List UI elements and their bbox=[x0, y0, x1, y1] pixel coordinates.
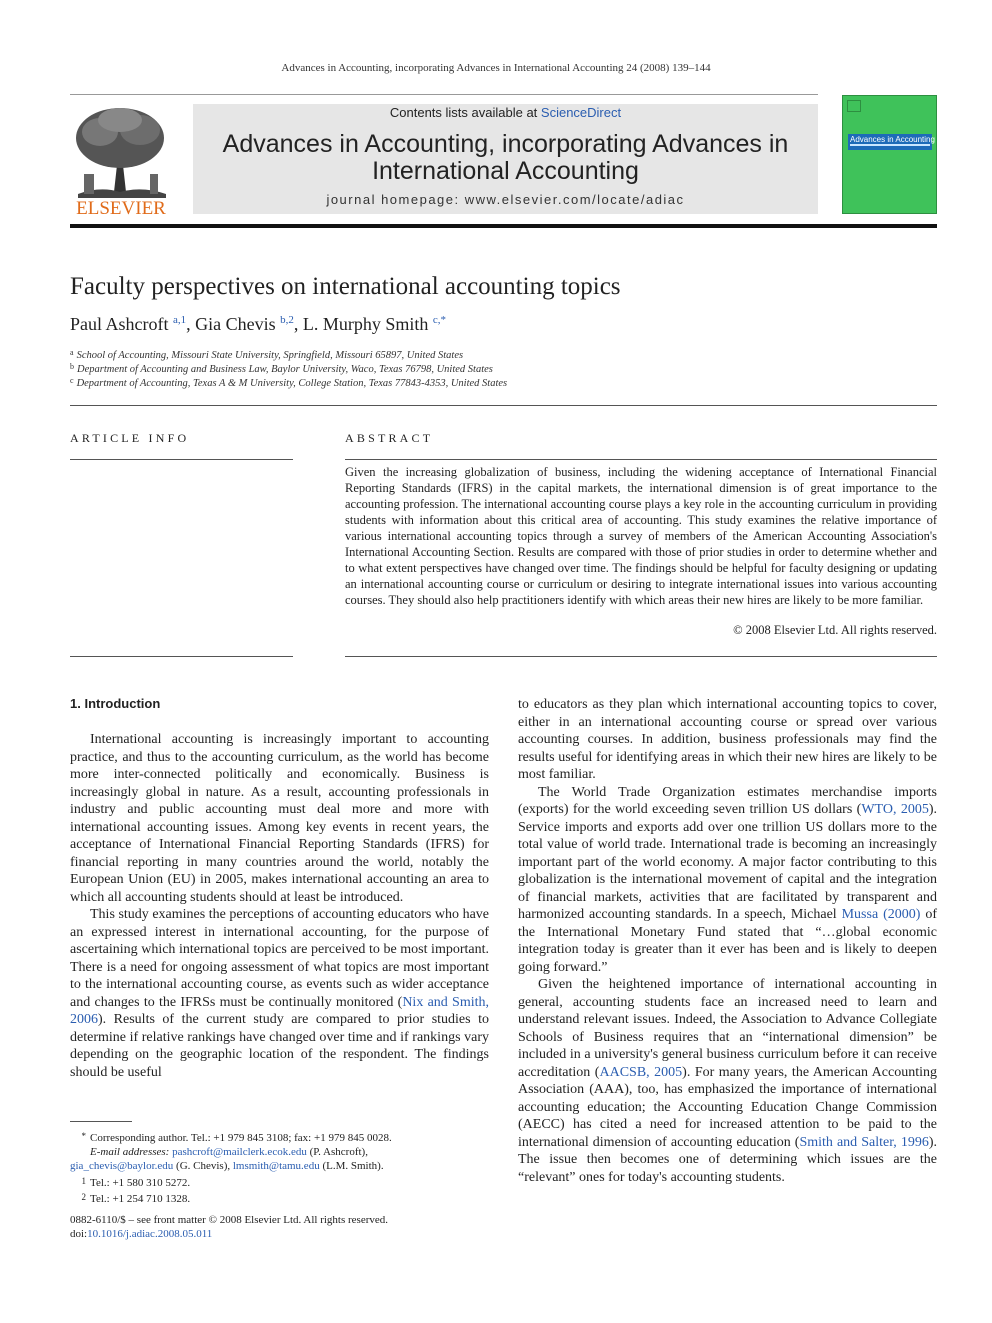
paragraph-text: ). Results of the current study are compared to prior studies to determine if relative rankings have changed over time and if rankings vary depending on the geographic location of the respondent. The findings should be useful bbox=[70, 1012, 489, 1080]
author-affiliation-mark[interactable]: a,1 bbox=[173, 314, 187, 326]
citation-link[interactable]: Smith and Salter, 1996 bbox=[799, 1134, 929, 1150]
email-link[interactable]: gia_chevis@baylor.edu bbox=[70, 1160, 174, 1173]
affiliation-text: Department of Accounting and Business Law, Baylor University, Waco, Texas 76798, United States bbox=[77, 364, 493, 375]
contents-prefix: Contents lists available at bbox=[389, 105, 541, 120]
cover-logo-icon bbox=[847, 100, 861, 112]
article-info-top-rule bbox=[70, 459, 293, 460]
affiliation-text: School of Accounting, Missouri State University, Springfield, Missouri 65897, United States bbox=[76, 350, 464, 361]
affiliation-b bbox=[70, 362, 493, 375]
footnote-text: Tel.: +1 254 710 1328. bbox=[90, 1192, 191, 1205]
body-column-left bbox=[70, 731, 489, 1081]
email-link[interactable]: pashcroft@mailclerk.ecok.edu bbox=[172, 1146, 307, 1159]
email-owner: (G. Chevis), bbox=[173, 1160, 233, 1173]
paragraph-text: of the International Monetary Fund stated that “…global economic integration today is greater than it ever has been and is likely to deepen going forward.” bbox=[518, 907, 937, 975]
footer-doi bbox=[70, 1228, 212, 1240]
paragraph-text: ). Service imports and exports add over one trillion US dollars more to the total value of world trade. International trade is becoming an increasingly important part of the world economy. A major factor contributing to this globalization is the international movement of capital and the integration of financial markets, activities that are facilitated by transparent and harmonized accounting standards. In a speech, Michael bbox=[518, 802, 937, 922]
paragraph-text: International accounting is increasingly important to accounting practice, and thus to the accounting curriculum, as the world has become more inter-connected politically and economically. Business is increasingly global in nature. As a result, accounting professionals in industry and public accounting must deal more and more with international accounting issues. Among key events in recent years, the acceptance of International Financial Reporting Standards (IFRS) for financial reporting in many countries around the world, notably the European Union (EU) in 2005, makes international accounting an area to which all accounting students should at least be introduced. bbox=[70, 732, 489, 905]
running-head: Advances in Accounting, incorporating Advances in International Accounting 24 (2008) 139–144 bbox=[281, 62, 711, 74]
affiliation-mark: c bbox=[70, 376, 74, 385]
author-separator: , bbox=[186, 314, 196, 334]
contents-line bbox=[193, 105, 818, 120]
affiliation-a bbox=[70, 348, 463, 361]
body-paragraph bbox=[518, 696, 937, 784]
affiliation-c bbox=[70, 376, 507, 389]
footnote-tel-2 bbox=[70, 1190, 490, 1206]
masthead-bottom-rule bbox=[70, 224, 937, 228]
article-info-heading: ARTICLE INFO bbox=[70, 431, 190, 445]
email-label: E-mail addresses: bbox=[90, 1146, 170, 1159]
footnote-text: Corresponding author. Tel.: +1 979 845 3108; fax: +1 979 845 0028. bbox=[90, 1132, 392, 1144]
header-divider bbox=[70, 405, 937, 406]
author-separator: , bbox=[293, 314, 303, 334]
affiliation-text: Department of Accounting, Texas A & M University, College Station, Texas 77843-4353, United States bbox=[76, 378, 508, 389]
footnote-tel-1 bbox=[70, 1174, 490, 1190]
article-title: Faculty perspectives on international accounting topics bbox=[70, 273, 621, 300]
citation-link[interactable]: Mussa (2000) bbox=[841, 907, 921, 922]
paragraph-text: ). For many years, the American Accounting Association (AAA), too, has emphasized the importance of international accounting education; the Accounting Education Change Commission (AECC) has cited a need for increased attention to be paid to the international dimension of accounting education ( bbox=[518, 1064, 938, 1150]
paragraph-text: The World Trade Organization estimates merchandise imports (exports) for the world exceeding seven trillion US dollars ( bbox=[518, 784, 937, 817]
sciencedirect-link[interactable]: ScienceDirect bbox=[540, 105, 622, 120]
article-info-bottom-rule bbox=[70, 656, 293, 657]
paragraph-text: ). The issue then becomes one of determining which issues are the “relevant” ones for today's accounting students. bbox=[518, 1134, 938, 1185]
author-name: L. Murphy Smith bbox=[302, 314, 429, 334]
footnote-mark: 1 bbox=[81, 1175, 86, 1186]
elsevier-wordmark: ELSEVIER bbox=[76, 198, 166, 216]
abstract-bottom-rule bbox=[345, 656, 937, 657]
author-affiliation-mark[interactable]: c,* bbox=[432, 314, 447, 326]
author-affiliation-mark[interactable]: b,2 bbox=[280, 314, 294, 326]
footnote-emails bbox=[70, 1145, 490, 1159]
paragraph-text: This study examines the perceptions of accounting educators who have an expressed interest in international accounting, for the purpose of ascertaining which international topics are perceived to be most important. There is a need for ongoing assessment of what topics are most important to the international accounting course, as events such as wider acceptance and changes to the IFRSs must be continually monitored ( bbox=[70, 907, 489, 1010]
author-name: Paul Ashcroft bbox=[70, 314, 169, 334]
citation-link[interactable]: Nix and Smith, 2006 bbox=[70, 994, 490, 1027]
paragraph-text: to educators as they plan which international accounting topics to cover, either in an international accounting course or spread over various accounting courses. In addition, business professionals may find the results useful for identifying areas in which their new hires are likely to be most familiar. bbox=[518, 697, 937, 782]
abstract-text: Given the increasing globalization of business, including the widening acceptance of International Financial Reporting Standards (IFRS) in the capital markets, the international dimension is of great importance to the accounting profession. The international accounting course plays a key role in the accounting curriculum in providing students with information about this critical area of accounting. This study examines the relative importance of various international accounting topics through a survey of members of the American Accounting Association's International Accounting Section. Results are compared with those of prior studies in order to determine whether and to what extent perspectives have changed over time. The findings should be helpful for faculty designing or updating an international accounting course or curriculum or desiring to integrate international issues into various accounting courses. They should also help practitioners identify with which areas their new hires are likely to be more familiar. bbox=[345, 465, 937, 607]
body-paragraph bbox=[518, 784, 937, 977]
footnote-mark: 2 bbox=[81, 1191, 86, 1202]
footnote-rule bbox=[70, 1121, 132, 1122]
body-column-right bbox=[518, 696, 937, 1186]
citation-link[interactable]: AACSB, 2005 bbox=[599, 1064, 683, 1080]
email-owner: (P. Ashcroft), bbox=[306, 1146, 368, 1159]
footnote-text: Tel.: +1 580 310 5272. bbox=[90, 1176, 191, 1189]
affiliation-mark: b bbox=[70, 362, 74, 371]
affiliation-mark: a bbox=[70, 348, 74, 357]
footnote-mark: * bbox=[81, 1131, 86, 1141]
journal-name: Advances in Accounting, incorporating Advances in International Accounting bbox=[222, 130, 789, 185]
footnote-corresponding bbox=[70, 1129, 490, 1145]
cover-subtitle-bar bbox=[850, 144, 930, 146]
elsevier-tree-icon bbox=[70, 104, 172, 216]
footnotes bbox=[70, 1129, 490, 1206]
journal-homepage[interactable]: journal homepage: www.elsevier.com/locate/adiac bbox=[326, 192, 685, 207]
footer-issn: 0882-6110/$ – see front matter © 2008 Elsevier Ltd. All rights reserved. bbox=[70, 1214, 389, 1226]
email-owner: (L.M. Smith). bbox=[319, 1160, 384, 1173]
section-heading: 1. Introduction bbox=[70, 696, 161, 711]
body-paragraph bbox=[70, 906, 489, 1081]
email-link[interactable]: lmsmith@tamu.edu bbox=[232, 1160, 320, 1173]
elsevier-logo[interactable] bbox=[70, 104, 172, 216]
citation-link[interactable]: WTO, 2005 bbox=[861, 802, 929, 817]
journal-cover-thumbnail[interactable] bbox=[842, 95, 937, 214]
masthead-top-rule bbox=[70, 94, 818, 95]
body-paragraph bbox=[518, 976, 937, 1186]
abstract-copyright: © 2008 Elsevier Ltd. All rights reserved. bbox=[733, 623, 937, 637]
author-list bbox=[70, 314, 446, 335]
doi-label: doi: bbox=[70, 1228, 88, 1240]
abstract-top-rule bbox=[345, 459, 937, 460]
author-name: Gia Chevis bbox=[195, 314, 276, 334]
paragraph-text: Given the heightened importance of international accounting in general, accounting students face an increased need to learn and understand relevant issues. Indeed, the Association to Advance Collegiate Schools of Business requires that an “international dimension” be included in a university's general business curriculum before it can receive accreditation ( bbox=[518, 977, 937, 1080]
body-paragraph bbox=[70, 731, 489, 906]
abstract-heading: ABSTRACT bbox=[345, 431, 434, 445]
doi-link[interactable]: 10.1016/j.adiac.2008.05.011 bbox=[87, 1228, 213, 1240]
cover-title: Advances in Accounting bbox=[850, 135, 935, 144]
footnote-emails-cont bbox=[70, 1159, 490, 1173]
